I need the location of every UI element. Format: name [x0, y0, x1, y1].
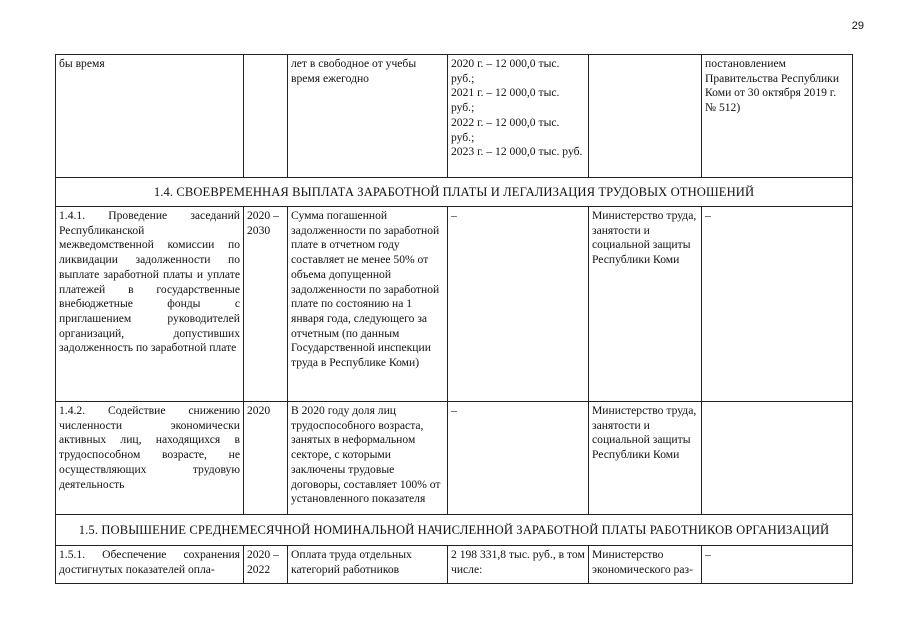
funding-cell: – — [448, 402, 589, 515]
indicator-cell: лет в свободное от учебы время ежегодно — [288, 55, 448, 178]
executor-cell: Министерство труда, занятости и социальной защиты Республики Коми — [589, 402, 702, 515]
section-heading-row — [56, 515, 853, 546]
indicator-cell: Оплата труда отдельных категорий работников — [288, 546, 448, 584]
measure-cell: 1.4.2. Содействие снижению численности экономически активных лиц, находящихся в трудоспособном возрасте, не осуществляющих трудовую деятельность — [56, 402, 244, 515]
period-cell: 2020 — [244, 402, 288, 515]
period-cell — [244, 55, 288, 178]
section-heading-row — [56, 178, 853, 207]
document-cell — [702, 402, 853, 515]
period-cell: 2020 – 2022 — [244, 546, 288, 584]
executor-cell: Министерство труда, занятости и социальной защиты Республики Коми — [589, 207, 702, 402]
measure-cell: 1.5.1. Обеспечение сохранения достигнутых показателей опла- — [56, 546, 244, 584]
indicator-cell: Сумма погашенной задолженности по заработной плате в отчетном году составляет не менее 50% от объема допущенной задолженности по заработной плате по состоянию на 1 января года, следующего за отчетным (по данным Государственной инспекции труда в Республике Коми) — [288, 207, 448, 402]
funding-cell: 2020 г. – 12 000,0 тыс. руб.; 2021 г. – 12 000,0 тыс. руб.; 2022 г. – 12 000,0 тыс. руб.; 2023 г. – 12 000,0 тыс. руб. — [448, 55, 589, 178]
section-title: 1.4. СВОЕВРЕМЕННАЯ ВЫПЛАТА ЗАРАБОТНОЙ ПЛАТЫ И ЛЕГАЛИЗАЦИЯ ТРУДОВЫХ ОТНОШЕНИЙ — [56, 178, 853, 207]
table-row — [56, 402, 853, 515]
period-cell: 2020 – 2030 — [244, 207, 288, 402]
funding-cell: – — [448, 207, 589, 402]
funding-cell: 2 198 331,8 тыс. руб., в том числе: — [448, 546, 589, 584]
measure-cell: 1.4.1. Проведение заседаний Республиканской межведомственной комиссии по ликвидации задолженности по выплате заработной платы и уплате платежей в государственные внебюджетные фонды с приглашением руководителей организаций, допустивших задолженность по заработной плате — [56, 207, 244, 402]
table-row — [56, 546, 853, 584]
table-row — [56, 55, 853, 178]
document-cell: – — [702, 546, 853, 584]
executor-cell — [589, 55, 702, 178]
table-row — [56, 207, 853, 402]
section-title: 1.5. ПОВЫШЕНИЕ СРЕДНЕМЕСЯЧНОЙ НОМИНАЛЬНОЙ НАЧИСЛЕННОЙ ЗАРАБОТНОЙ ПЛАТЫ РАБОТНИКОВ ОРГАНИЗАЦИЙ — [56, 515, 853, 546]
document-cell: – — [702, 207, 853, 402]
indicator-cell: В 2020 году доля лиц трудоспособного возраста, занятых в неформальном секторе, с которыми заключены трудовые договоры, составляет 100% от установленного показателя — [288, 402, 448, 515]
measures-table — [55, 54, 853, 584]
page-number: 29 — [851, 20, 864, 32]
executor-cell: Министерство экономического раз- — [589, 546, 702, 584]
measure-cell: бы время — [56, 55, 244, 178]
document-cell: постановлением Правительства Республики Коми от 30 октября 2019 г. № 512) — [702, 55, 853, 178]
